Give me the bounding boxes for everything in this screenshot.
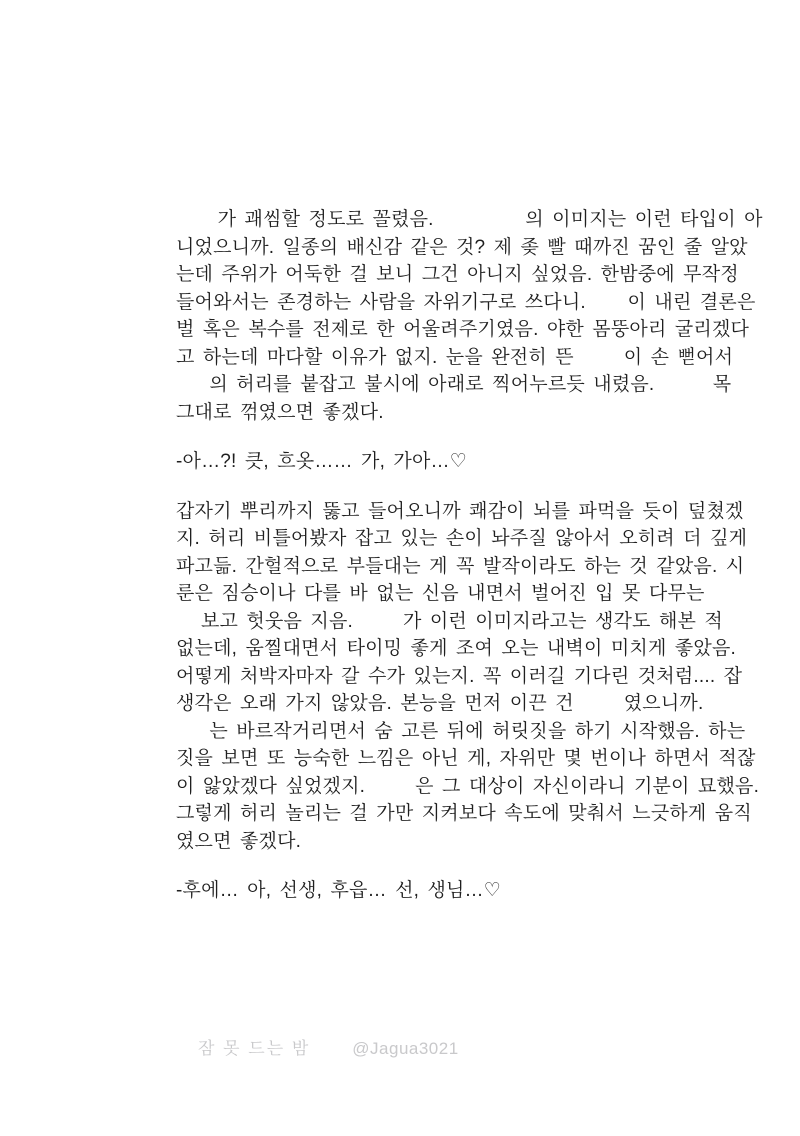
text-line: 는 바르작거리면서 숨 고른 뒤에 허릿짓을 하기 시작했음. 하는	[176, 720, 746, 742]
text-line: 생각은 오래 가지 않았음. 본능을 먼저 이끈 건 였으니까.	[176, 693, 704, 714]
text-line: 그렇게 허리 놀리는 걸 가만 지켜보다 속도에 맞춰서 느긋하게 움직	[176, 803, 752, 824]
text-line: 지. 허리 비틀어봤자 잡고 있는 손이 놔주질 않아서 오히려 더 깊게	[176, 528, 748, 549]
text-line	[176, 855, 642, 877]
footer-handle: @Jagua3021	[352, 1039, 459, 1058]
text-line: 고 하는데 마다할 이유가 없지. 눈을 완전히 뜬 이 손 뻗어서	[176, 346, 734, 368]
text-line: 들어와서는 존경하는 사람을 자위기구로 쓰다니. 이 내린 결론은	[176, 291, 756, 313]
story-text	[176, 206, 763, 905]
text-line: 가 괘씸할 정도로 꼴렸음. 의 이미지는 이런 타입이 아	[176, 209, 763, 230]
text-line: 룬은 짐승이나 다를 바 없는 신음 내면서 벌어진 입 못 다무는	[176, 583, 705, 604]
text-line: 의 허리를 붙잡고 불시에 아래로 찍어누르듯 내렸음. 목	[176, 374, 732, 395]
text-line: -후에… 아, 선생, 후읍… 선, 생님…♡	[176, 880, 501, 901]
text-line: 어떻게 처박자마자 갈 수가 있는지. 꼭 이러길 기다린 것처럼.... 잡	[176, 665, 743, 687]
text-line: 파고듦. 간헐적으로 부들대는 게 꼭 발작이라도 하는 것 같았음. 시	[176, 555, 745, 577]
text-line: 였으면 좋겠다.	[176, 830, 302, 852]
footer-title: 잠 못 드는 밤	[198, 1039, 311, 1058]
text-line	[176, 426, 642, 448]
text-line: 벌 혹은 복수를 전제로 한 어울려주기였음. 야한 몸뚱아리 굴리겠다	[176, 319, 750, 340]
text-line: -아…?! 큿, 흐옷…… 가, 가아…♡	[176, 451, 467, 472]
text-line: 보고 헛웃음 지음. 가 이런 이미지라고는 생각도 해본 적	[176, 610, 723, 632]
text-line	[176, 476, 642, 498]
footer	[198, 1038, 459, 1060]
text-line: 는데 주위가 어둑한 걸 보니 그건 아니지 싶었음. 한밤중에 무작정	[176, 264, 739, 285]
text-line: 이 앓았겠다 싶었겠지. 은 그 대상이 자신이라니 기분이 묘했음.	[176, 775, 760, 797]
text-line: 갑자기 뿌리까지 뚫고 들어오니까 쾌감이 뇌를 파먹을 듯이 덮쳤겠	[176, 500, 744, 522]
text-line: 짓을 보면 또 능숙한 느낌은 아닌 게, 자위만 몇 번이나 하면서 적잖	[176, 748, 756, 769]
text-line: 니었으니까. 일종의 배신감 같은 것? 제 좆 빨 때까진 꿈인 줄 알았	[176, 236, 748, 258]
text-line: 그대로 꺾였으면 좋겠다.	[176, 401, 384, 423]
text-line: 없는데, 움찔대면서 타이밍 좋게 조여 오는 내벽이 미치게 좋았음.	[176, 638, 736, 659]
